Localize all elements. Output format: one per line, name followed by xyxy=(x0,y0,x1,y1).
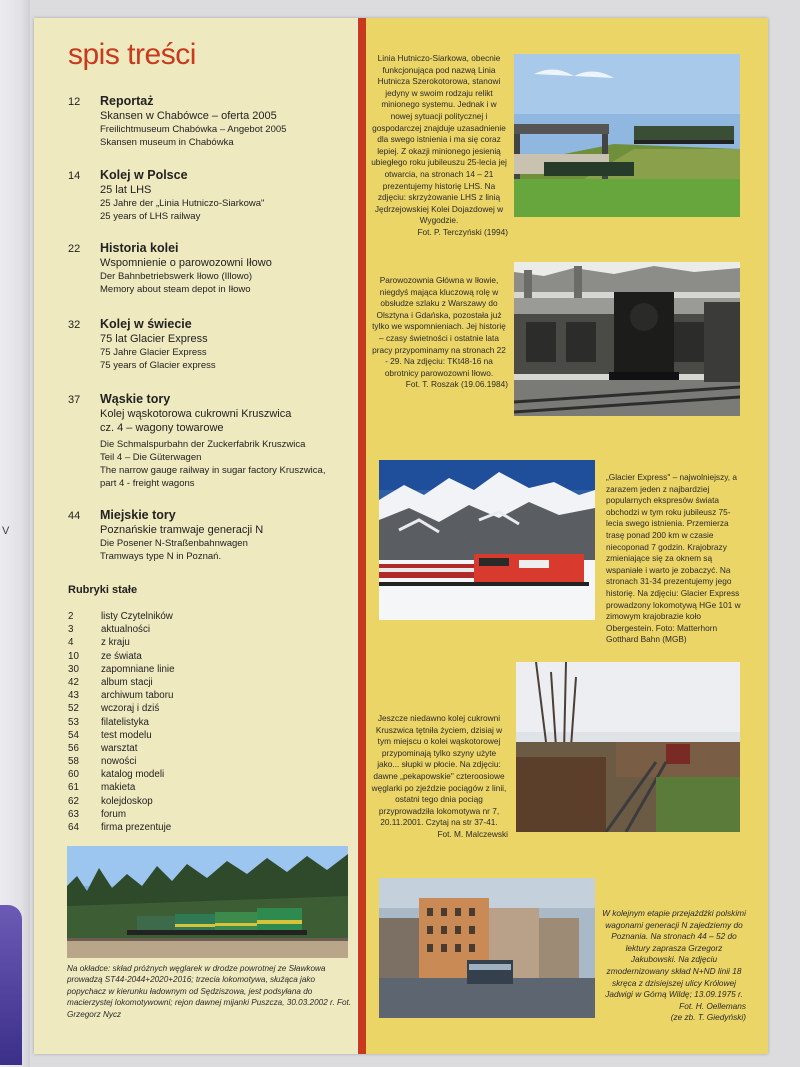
caption-kruszwica xyxy=(370,713,508,841)
caption-lhs xyxy=(370,53,508,239)
rubryki-row xyxy=(68,809,318,822)
rubryki-page-number: 56 xyxy=(68,742,79,754)
caption-poznan-credit: Fot. H. Oellemans xyxy=(679,1000,746,1011)
rubryki-row xyxy=(68,677,318,690)
rubryki-page-number: 54 xyxy=(68,729,79,741)
rubryki-row xyxy=(68,664,318,677)
rubryki-name: aktualności xyxy=(101,624,151,636)
toc-section-title: Wąskie tory xyxy=(100,392,171,406)
toc-title-en: Skansen museum in Chabówka xyxy=(100,137,234,148)
photo-ilowo xyxy=(514,262,740,416)
rubryki-page-number: 62 xyxy=(68,795,79,807)
rubryki-name: forum xyxy=(101,808,127,820)
photo-poznan xyxy=(379,878,595,1018)
caption-glacier-text: „Glacier Express" – najwolniejszy, a zarazem jeden z najbardziej popularnych ekspresów świata obchodzi w tym roku jubileusz 75-lecia swego istnienia. Przemierza trasę ponad 200 km w czasie niecoponad 7 godzin. Krajobrazy zmieniające się za oknem są wspaniałe i warto je zobaczyć. Na stronach 31-34 prezentujemy jego historię. Na zdjęciu: Glacier Express prowadzony lokomotywą HGe 101 w zimowym krajobrazie koło Obergestein. Foto: Matterhorn Gotthard Bahn (MGB) xyxy=(606,472,741,645)
toc-title-en-line2: part 4 - freight wagons xyxy=(100,478,195,489)
rubryki-name: filatelistyka xyxy=(101,716,149,728)
toc-section-title: Kolej w Polsce xyxy=(100,168,188,182)
toc-title-pl: 75 lat Glacier Express xyxy=(100,333,208,345)
toc-title-en: The narrow gauge railway in sugar factory Kruszwica, xyxy=(100,465,326,476)
toc-title-de: Der Bahnbetriebswerk Iłowo (Illowo) xyxy=(100,271,253,282)
page-title: spis treści xyxy=(68,38,196,71)
rubryki-name: ze świata xyxy=(101,650,142,662)
rubryki-name: kolejdoskop xyxy=(101,795,153,807)
rubryki-row xyxy=(68,769,318,782)
caption-kruszwica-text: Jeszcze niedawno kolej cukrowni Kruszwica tętniła życiem, dzisiaj w tym miejscu o kolei wąskotorowej przypominają tylko szyny użyte jako... słupki w płocie. Na zdjęciu: dawne „pekapowskie" czteroosiowe węglarki po zjeździe pociągów z linii, ostatni tego dnia pociąg przyprowadziła lokomotywa nr 7, 20.11.2001. Czytaj na str 37-41. xyxy=(371,713,507,828)
toc-page-number: 12 xyxy=(68,96,81,108)
rubryki-row xyxy=(68,651,318,664)
adjacent-page-edge xyxy=(0,0,30,1067)
rubryki-name: z kraju xyxy=(101,637,130,649)
toc-page-number: 32 xyxy=(68,319,81,331)
toc-title-pl: Wspomnienie o parowozowni Iłowo xyxy=(100,257,272,269)
toc-title-en: 25 years of LHS railway xyxy=(100,211,201,222)
rubryki-name: wczoraj i dziś xyxy=(101,703,160,715)
caption-lhs-text: Linia Hutniczo-Siarkowa, obecnie funkcjonująca pod nazwą Linia Hutnicza Szerokotorowa, stanowi jedyny w swoim rodzaju relikt minionego systemu. Jednak i w nowej sytuacji politycznej i gospodarczej znajduje uzasadnienie dla swego istnienia i ma się coraz lepiej. Z okazji minionego jesienią ubiegłego roku jubileuszu 25-lecia jej otwarcia, na stronach 14 – 21 prezentujemy historię LHS. Na zdjęciu: skrzyżowanie LHS z linią Jędrzejowskiej Kolei Dojazdowej w Wygodzie. xyxy=(371,53,507,226)
rubryki-row xyxy=(68,796,318,809)
rubryki-row xyxy=(68,624,318,637)
rubryki-list xyxy=(68,611,318,835)
toc-page-number: 44 xyxy=(68,510,81,522)
rubryki-page-number: 52 xyxy=(68,703,79,715)
toc-section-title: Historia kolei xyxy=(100,241,179,255)
toc-title-pl-line2: cz. 4 – wagony towarowe xyxy=(100,422,224,434)
toc-title-de: Freilichtmuseum Chabówka – Angebot 2005 xyxy=(100,124,287,135)
toc-title-pl: Skansen w Chabówce – oferta 2005 xyxy=(100,110,277,122)
rubryki-page-number: 10 xyxy=(68,650,79,662)
rubryki-page-number: 2 xyxy=(68,611,74,622)
toc-title-en: Memory about steam depot in Iłowo xyxy=(100,284,251,295)
toc-title-de: Die Schmalspurbahn der Zuckerfabrik Kruszwica xyxy=(100,439,306,450)
rubryki-row xyxy=(68,782,318,795)
rubryki-row xyxy=(68,611,318,624)
caption-poznan xyxy=(602,908,746,1024)
rubryki-name: listy Czytelników xyxy=(101,611,173,622)
caption-ilowo xyxy=(370,275,508,391)
rubryki-page-number: 42 xyxy=(68,676,79,688)
rubryki-row xyxy=(68,822,318,835)
rubryki-page-number: 43 xyxy=(68,690,79,702)
toc-section-title: Miejskie tory xyxy=(100,508,176,522)
toc-title-pl: Kolej wąskotorowa cukrowni Kruszwica xyxy=(100,408,292,420)
rubryki-row xyxy=(68,730,318,743)
caption-glacier xyxy=(606,472,744,646)
rubryki-page-number: 3 xyxy=(68,624,74,636)
photo-lhs xyxy=(514,54,740,217)
toc-page-number: 37 xyxy=(68,394,81,406)
rubryki-page-number: 53 xyxy=(68,716,79,728)
caption-poznan-text: W kolejnym etapie przejażdżki polskimi wagonami generacji N zajedziemy do Poznania. Na stronach 44 – 52 do lektury zaprasza Grzegorz Jakubowski. Na zdjęciu zmodernizowany skład N+ND linii 18 skręca z dzisiejszej ulicy Królowej Jadwigi w Górną Wildę; 13.09.1975 r. xyxy=(602,908,746,1000)
rubryki-name: warsztat xyxy=(101,742,138,754)
cover-caption: Na okładce: skład próżnych węglarek w drodze powrotnej ze Sławkowa prowadzą ST44-2044+2020+2016; trzecia lokomotywa, służąca jako popychacz w kierunku ładownym od Sędziszowa, jest podsyłana do macierzystej lokomotywowni; rejon dawnej mijanki Puszcza, 30.03.2002 r. Fot. Grzegorz Nycz xyxy=(67,964,352,1019)
toc-title-de: 75 Jahre Glacier Express xyxy=(100,347,207,358)
toc-page-number: 22 xyxy=(68,243,81,255)
rubryki-heading: Rubryki stałe xyxy=(68,584,138,596)
caption-ilowo-text: Parowozownia Główna w Iłowie, niegdyś mająca kluczową rolę w obsłudze szlaku z Warszawy do Olsztyna i Gdańska, pozostała już tylko we wspomnieniach. Jej historię – czasy świetności i ostatnie lata pracy przypominamy na stronach 22 - 29. Na zdjęciu: TKt48-16 na obrotnicy parowozowni Iłowo. xyxy=(372,275,506,378)
toc-section-title: Reportaż xyxy=(100,94,154,108)
rubryki-page-number: 58 xyxy=(68,756,79,768)
caption-kruszwica-credit: Fot. M. Malczewski xyxy=(437,828,508,839)
caption-ilowo-credit: Fot. T. Roszak (19.06.1984) xyxy=(405,379,508,390)
rubryki-page-number: 4 xyxy=(68,637,74,649)
rubryki-row xyxy=(68,717,318,730)
rubryki-name: katalog modeli xyxy=(101,769,165,781)
rubryki-page-number: 61 xyxy=(68,782,79,794)
toc-title-de-line2: Teil 4 – Die Güterwagen xyxy=(100,452,202,463)
toc-title-de: 25 Jahre der „Linia Hutniczo-Siarkowa" xyxy=(100,198,265,209)
rubryki-row xyxy=(68,637,318,650)
toc-page-number: 14 xyxy=(68,170,81,182)
photo-kruszwica xyxy=(516,662,740,832)
rubryki-row xyxy=(68,703,318,716)
edge-mark: V xyxy=(2,525,10,537)
toc-section-title: Kolej w świecie xyxy=(100,317,192,331)
toc-title-pl: 25 lat LHS xyxy=(100,184,152,196)
toc-title-en: Tramways type N in Poznań. xyxy=(100,551,222,562)
rubryki-name: makieta xyxy=(101,782,136,794)
rubryki-name: firma prezentuje xyxy=(101,822,172,833)
rubryki-page-number: 60 xyxy=(68,769,79,781)
rubryki-name: archiwum taboru xyxy=(101,690,174,702)
adjacent-cover-strip xyxy=(0,905,22,1065)
rubryki-page-number: 30 xyxy=(68,663,79,675)
cover-photo xyxy=(67,846,348,958)
rubryki-name: album stacji xyxy=(101,676,153,688)
rubryki-page-number: 63 xyxy=(68,808,79,820)
rubryki-name: zapomniane linie xyxy=(101,663,175,675)
rubryki-row xyxy=(68,690,318,703)
rubryki-row xyxy=(68,756,318,769)
rubryki-row xyxy=(68,743,318,756)
photo-glacier-express xyxy=(379,460,595,620)
caption-poznan-credit2: (ze zb. T. Giedyński) xyxy=(670,1012,746,1023)
red-divider xyxy=(358,18,366,1054)
toc-title-pl: Poznańskie tramwaje generacji N xyxy=(100,524,264,536)
rubryki-page-number: 64 xyxy=(68,822,79,833)
toc-title-en: 75 years of Glacier express xyxy=(100,360,216,371)
rubryki-name: nowości xyxy=(101,756,137,768)
rubryki-name: test modelu xyxy=(101,729,152,741)
toc-title-de: Die Posener N-Straßenbahnwagen xyxy=(100,538,248,549)
caption-lhs-credit: Fot. P. Terczyński (1994) xyxy=(417,226,508,237)
